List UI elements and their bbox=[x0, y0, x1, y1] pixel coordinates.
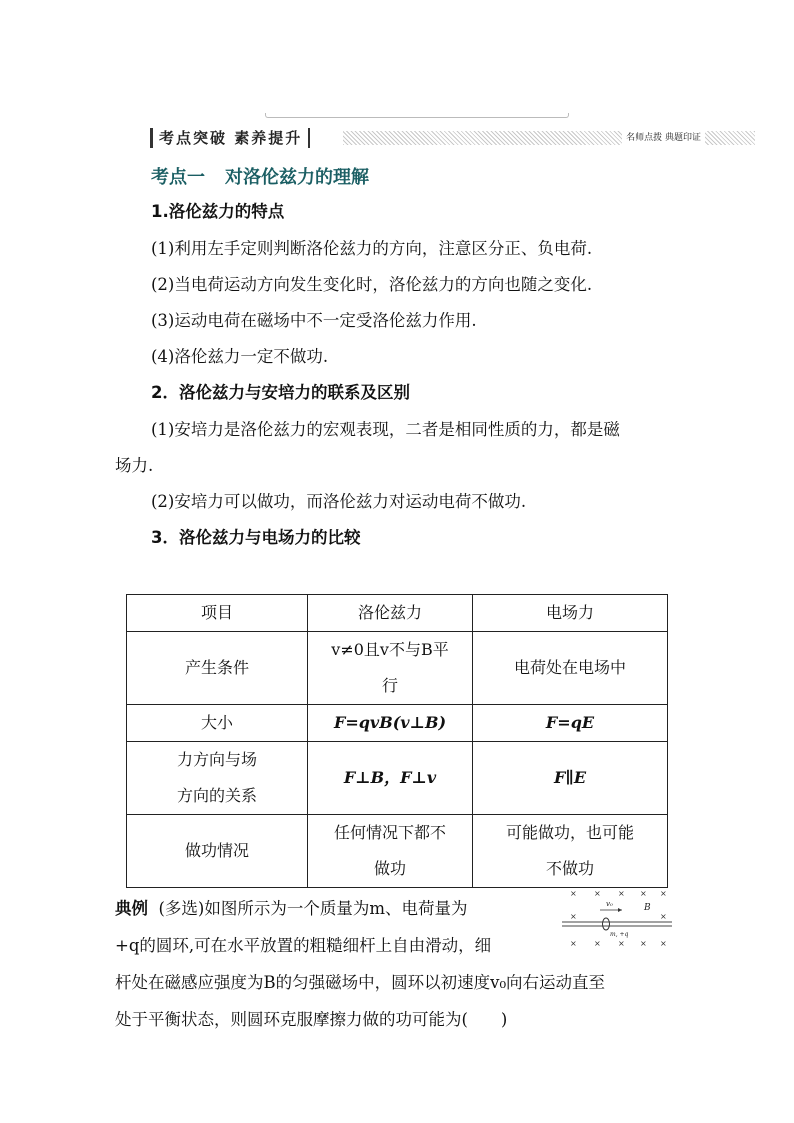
table-header-electric: 电场力 bbox=[473, 595, 668, 632]
row-lorentz-condition bbox=[308, 632, 473, 705]
section-title: 对洛伦兹力的理解 bbox=[225, 167, 369, 188]
part1-item-2: (2)当电荷运动方向发生变化时，洛伦兹力的方向也随之变化. bbox=[151, 275, 593, 294]
field-cross: × bbox=[618, 889, 625, 898]
field-cross: × bbox=[660, 939, 667, 948]
row-electric-direction: F∥E bbox=[473, 742, 668, 815]
cell-line: 行 bbox=[381, 676, 398, 695]
row-lorentz-direction: F⊥B，F⊥v bbox=[308, 742, 473, 815]
part2-item-1-continued: 场力. bbox=[115, 456, 154, 475]
ring bbox=[603, 918, 610, 930]
table-row bbox=[127, 815, 668, 888]
section-banner bbox=[150, 128, 705, 148]
part1-item-3: (3)运动电荷在磁场中不一定受洛伦兹力作用. bbox=[151, 311, 477, 330]
row-electric-condition: 电荷处在电场中 bbox=[473, 632, 668, 705]
example-lead: 典例 bbox=[115, 899, 148, 918]
part2-item-2: (2)安培力可以做功，而洛伦兹力对运动电荷不做功. bbox=[151, 492, 527, 511]
magnetic-field-figure bbox=[560, 886, 672, 950]
cell-line: 可能做功，也可能 bbox=[505, 823, 634, 842]
table-row bbox=[127, 705, 668, 742]
row-lorentz-work bbox=[308, 815, 473, 888]
cell-line: 方向的关系 bbox=[176, 786, 257, 805]
field-cross: × bbox=[570, 889, 577, 898]
part2-heading: 2．洛伦兹力与安培力的联系及区别 bbox=[151, 383, 410, 402]
part1-heading: 1.洛伦兹力的特点 bbox=[151, 202, 285, 221]
table-header-lorentz: 洛伦兹力 bbox=[308, 595, 473, 632]
section-label: 考点一 bbox=[151, 167, 205, 188]
field-cross: × bbox=[570, 939, 577, 948]
banner-tag: 名师点拨 典题印证 bbox=[622, 131, 705, 145]
velocity-arrowhead bbox=[618, 908, 622, 912]
row-label: 大小 bbox=[127, 705, 308, 742]
section-heading bbox=[151, 163, 369, 189]
table-row bbox=[127, 632, 668, 705]
header-bracket bbox=[265, 113, 569, 118]
example-text-1: (多选)如图所示为一个质量为m、电荷量为 bbox=[158, 899, 468, 918]
row-label: 产生条件 bbox=[127, 632, 308, 705]
cell-line: 不做功 bbox=[545, 859, 594, 878]
velocity-label: v₀ bbox=[606, 900, 613, 908]
field-cross: × bbox=[570, 912, 577, 921]
field-cross: × bbox=[618, 939, 625, 948]
example-line-4: 处于平衡状态，则圆环克服摩擦力做的功可能为( ) bbox=[115, 1010, 508, 1029]
field-cross: × bbox=[640, 889, 647, 898]
field-cross: × bbox=[594, 889, 601, 898]
field-cross: × bbox=[594, 939, 601, 948]
table-header-item: 项目 bbox=[127, 595, 308, 632]
ring-label: m, +q bbox=[610, 931, 629, 938]
table-row bbox=[127, 742, 668, 815]
part1-item-1: (1)利用左手定则判断洛伦兹力的方向，注意区分正、负电荷. bbox=[151, 239, 593, 258]
field-cross: × bbox=[660, 889, 667, 898]
cell-line: 力方向与场 bbox=[176, 750, 257, 769]
row-electric-magnitude: F=qE bbox=[473, 705, 668, 742]
example-line-1 bbox=[115, 890, 555, 927]
part1-item-4: (4)洛伦兹力一定不做功. bbox=[151, 347, 329, 366]
banner-title: 考点突破 素养提升 bbox=[150, 128, 310, 148]
cell-line: 任何情况下都不 bbox=[333, 823, 446, 842]
row-electric-work bbox=[473, 815, 668, 888]
part3-heading: 3．洛伦兹力与电场力的比较 bbox=[151, 528, 361, 547]
comparison-table bbox=[126, 594, 668, 888]
field-label: B bbox=[644, 903, 651, 913]
part2-item-1: (1)安培力是洛伦兹力的宏观表现，二者是相同性质的力，都是磁 bbox=[151, 420, 620, 439]
table-header-row bbox=[127, 595, 668, 632]
row-lorentz-magnitude: F=qvB(v⊥B) bbox=[308, 705, 473, 742]
row-label: 做功情况 bbox=[127, 815, 308, 888]
cell-line: v≠0且v不与B平 bbox=[331, 640, 449, 659]
cell-line: 做功 bbox=[373, 859, 406, 878]
example-line-2: +q的圆环,可在水平放置的粗糙细杆上自由滑动，细 bbox=[115, 936, 492, 955]
example-line-3: 杆处在磁感应强度为B的匀强磁场中，圆环以初速度v₀向右运动直至 bbox=[115, 973, 606, 992]
field-cross: × bbox=[640, 939, 647, 948]
row-label bbox=[127, 742, 308, 815]
field-cross: × bbox=[660, 912, 667, 921]
